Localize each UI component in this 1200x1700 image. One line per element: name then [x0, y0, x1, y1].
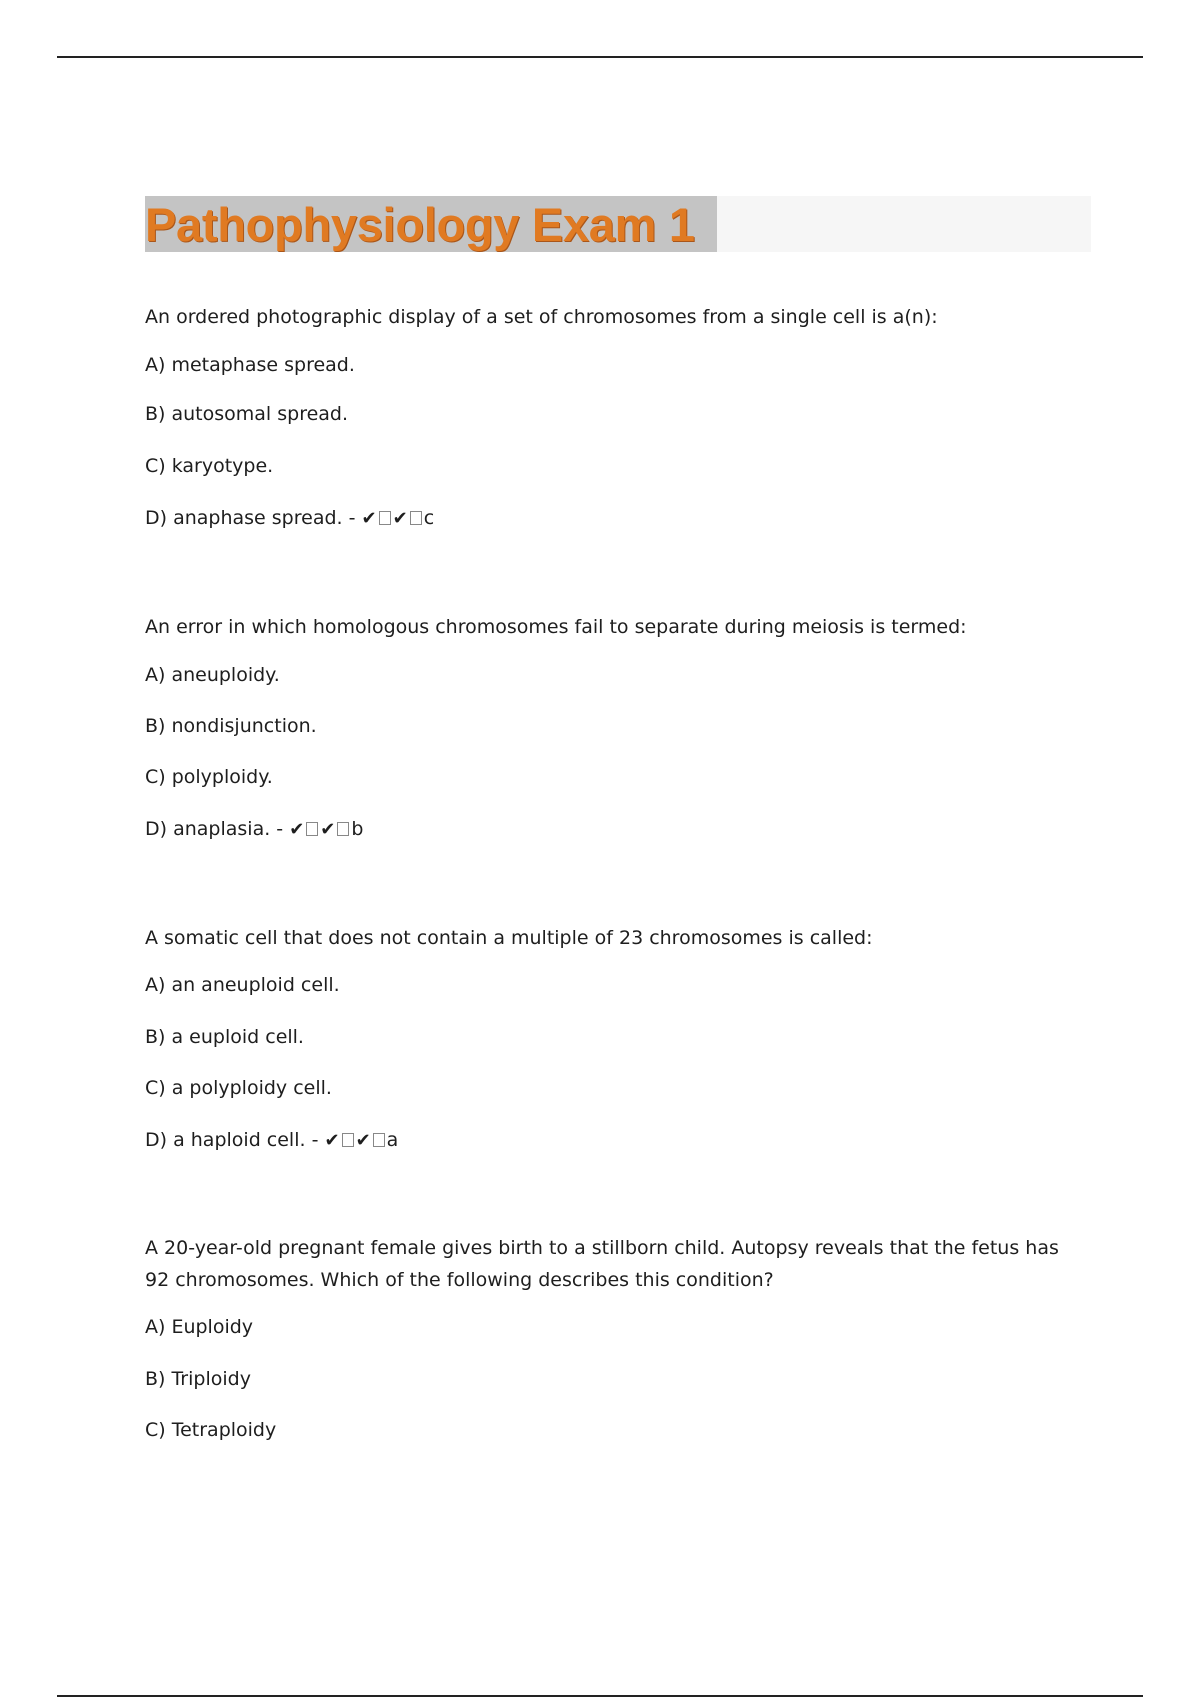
- document-title: Pathophysiology Exam 1: [145, 198, 695, 251]
- header-rule: [57, 56, 1143, 58]
- option-a: A) metaphase spread.: [145, 354, 355, 376]
- question-stem: An ordered photographic display of a set of chromosomes from a single cell is a(n):: [145, 306, 938, 328]
- checkbox-icon: [337, 822, 349, 836]
- check-icon: ✔: [392, 508, 408, 529]
- option-a: A) an aneuploid cell.: [145, 974, 340, 996]
- checkbox-icon: [373, 1133, 385, 1147]
- check-icon: ✔: [289, 819, 305, 840]
- option-d: [145, 1128, 398, 1152]
- check-icon: ✔: [324, 1130, 340, 1151]
- option-c: C) Tetraploidy: [145, 1419, 277, 1441]
- check-icon: ✔: [320, 819, 336, 840]
- option-d: [145, 506, 434, 530]
- question-stem: An error in which homologous chromosomes fail to separate during meiosis is termed:: [145, 616, 967, 638]
- checkbox-icon: [342, 1133, 354, 1147]
- check-icon: ✔: [355, 1130, 371, 1151]
- option-b: B) a euploid cell.: [145, 1026, 304, 1048]
- question-4: [145, 1232, 1065, 1441]
- option-b: B) Triploidy: [145, 1368, 251, 1390]
- checkbox-icon: [306, 822, 318, 836]
- check-icon: ✔: [361, 508, 377, 529]
- option-c: C) karyotype.: [145, 455, 274, 477]
- question-3: [145, 922, 1065, 1151]
- option-b: B) nondisjunction.: [145, 715, 317, 737]
- answer-letter: a: [386, 1129, 399, 1151]
- option-d-text: D) a haploid cell. -: [145, 1129, 325, 1151]
- checkbox-icon: [410, 511, 422, 525]
- footer-rule: [57, 1695, 1143, 1697]
- option-d-text: D) anaphase spread. -: [145, 507, 362, 529]
- answer-letter: b: [351, 818, 364, 840]
- option-d-text: D) anaplasia. -: [145, 818, 290, 840]
- question-stem: A somatic cell that does not contain a multiple of 23 chromosomes is called:: [145, 927, 873, 949]
- question-2: [145, 611, 1065, 840]
- option-c: C) a polyploidy cell.: [145, 1077, 332, 1099]
- option-c: C) polyploidy.: [145, 766, 273, 788]
- question-stem: A 20-year-old pregnant female gives birth to a stillborn child. Autopsy reveals that the fetus has 92 chromosomes. Which of the following describes this condition?: [145, 1237, 1059, 1291]
- option-b: B) autosomal spread.: [145, 403, 349, 425]
- checkbox-icon: [379, 511, 391, 525]
- option-a: A) aneuploidy.: [145, 664, 280, 686]
- answer-letter: c: [423, 507, 435, 529]
- option-a: A) Euploidy: [145, 1316, 254, 1338]
- question-1: [145, 301, 1065, 529]
- option-d: [145, 817, 363, 841]
